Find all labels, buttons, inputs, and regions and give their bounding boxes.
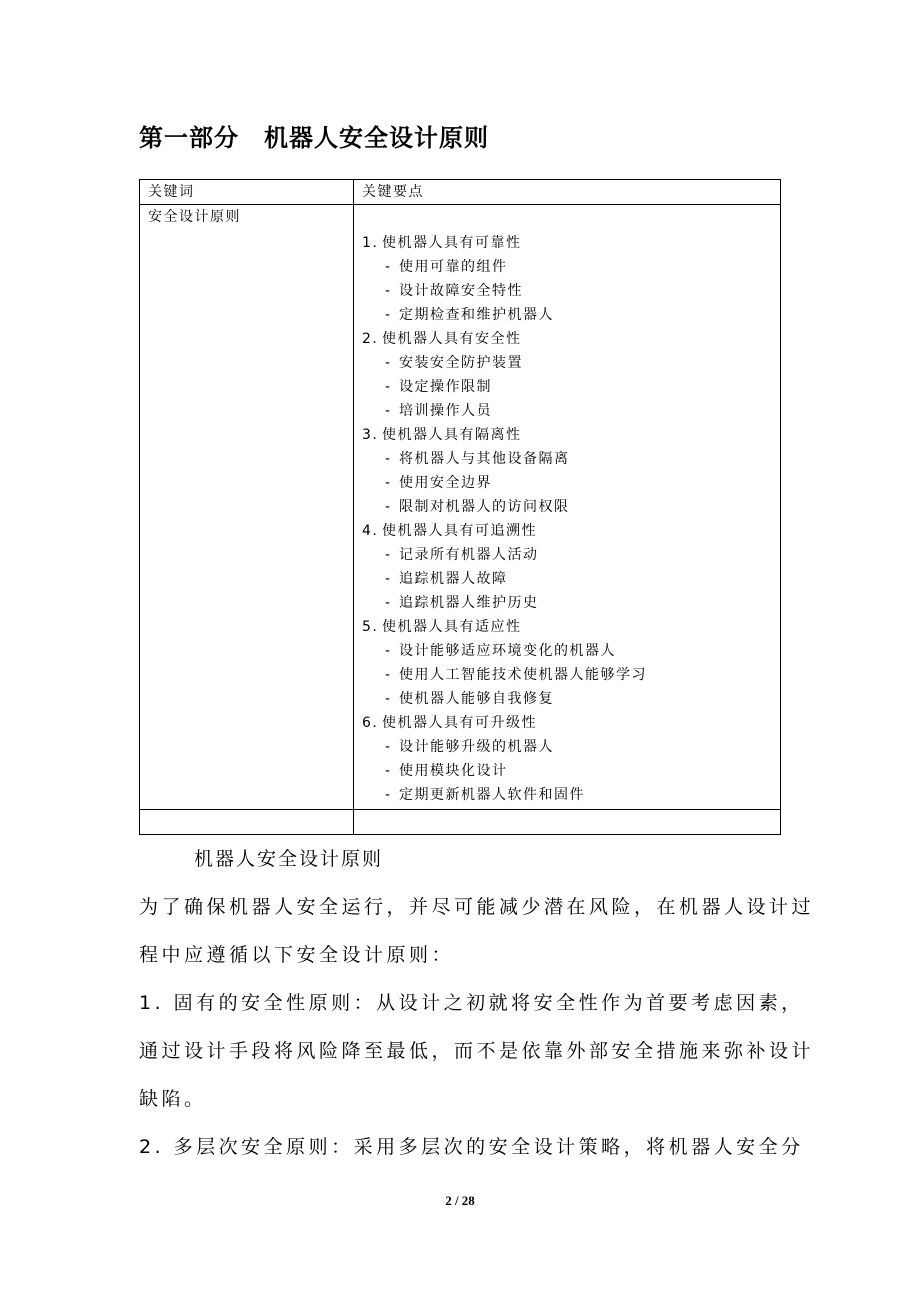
sub-item: [362, 375, 780, 399]
list-item-title: 使机器人具有可靠性: [382, 235, 522, 251]
sub-item: [362, 495, 780, 519]
sub-item-dash: -: [385, 787, 392, 803]
sub-item-dash: -: [385, 571, 392, 587]
list-item: [362, 519, 780, 543]
list-item: [362, 231, 780, 255]
list-item-title: 使机器人具有可追溯性: [382, 523, 537, 539]
sub-item-text: 使用模块化设计: [399, 763, 508, 779]
sub-item-text: 设定操作限制: [399, 379, 492, 395]
list-item: [362, 711, 780, 735]
list-item-title: 使机器人具有安全性: [382, 331, 522, 347]
list-item-number: 4.: [362, 523, 379, 539]
sub-item: [362, 759, 780, 783]
sub-item-dash: -: [385, 307, 392, 323]
sub-item-dash: -: [385, 355, 392, 371]
sub-item-text: 使机器人能够自我修复: [399, 691, 554, 707]
sub-item: [362, 639, 780, 663]
sub-item: [362, 543, 780, 567]
sub-item-text: 定期更新机器人软件和固件: [399, 787, 585, 803]
list-item-number: 3.: [362, 427, 379, 443]
list-item-number: 1.: [362, 235, 379, 251]
list-item-title: 使机器人具有可升级性: [382, 715, 537, 731]
sub-item: [362, 591, 780, 615]
table-row: [140, 205, 781, 810]
paragraph-line: 程中应遵循以下安全设计原则：: [139, 944, 455, 966]
sub-item-dash: -: [385, 763, 392, 779]
list-item: [362, 327, 780, 351]
sub-item: [362, 471, 780, 495]
sub-item-text: 使用可靠的组件: [399, 259, 508, 275]
list-item-title: 使机器人具有适应性: [382, 619, 522, 635]
sub-item-text: 将机器人与其他设备隔离: [399, 451, 570, 467]
sub-item: [362, 783, 780, 807]
sub-item-dash: -: [385, 595, 392, 611]
sub-item-dash: -: [385, 259, 392, 275]
subsection-title: 机器人安全设计原则: [194, 848, 384, 870]
paragraph-line: 1. 固有的安全性原则：从设计之初就将安全性作为首要考虑因素，: [139, 992, 804, 1014]
sub-item: [362, 687, 780, 711]
sub-item: [362, 399, 780, 423]
empty-cell: [354, 810, 781, 835]
sub-item-dash: -: [385, 451, 392, 467]
sub-item-dash: -: [385, 547, 392, 563]
sub-item-dash: -: [385, 643, 392, 659]
keyword-cell: 安全设计原则: [140, 205, 354, 810]
sub-item: [362, 279, 780, 303]
paragraph-line: 2. 多层次安全原则：采用多层次的安全设计策略，将机器人安全分: [139, 1136, 804, 1158]
sub-item-text: 定期检查和维护机器人: [399, 307, 554, 323]
sub-item-text: 使用安全边界: [399, 475, 492, 491]
list-item-number: 5.: [362, 619, 379, 635]
sub-item: [362, 735, 780, 759]
sub-item-dash: -: [385, 691, 392, 707]
sub-item: [362, 567, 780, 591]
key-points-table: [139, 179, 781, 835]
page-number: 2 / 28: [445, 1193, 475, 1208]
header-keyword: 关键词: [140, 180, 354, 205]
sub-item-text: 设计故障安全特性: [399, 283, 523, 299]
sub-item-dash: -: [385, 283, 392, 299]
list-item: [362, 615, 780, 639]
sub-item-text: 限制对机器人的访问权限: [399, 499, 570, 515]
header-key-points: 关键要点: [354, 180, 781, 205]
sub-item-text: 设计能够适应环境变化的机器人: [399, 643, 616, 659]
sub-item-text: 记录所有机器人活动: [399, 547, 539, 563]
sub-item-dash: -: [385, 379, 392, 395]
list-item-number: 2.: [362, 331, 379, 347]
sub-item-dash: -: [385, 403, 392, 419]
sub-item: [362, 447, 780, 471]
sub-item-dash: -: [385, 499, 392, 515]
sub-item: [362, 303, 780, 327]
list-item-number: 6.: [362, 715, 379, 731]
sub-item-text: 追踪机器人故障: [399, 571, 508, 587]
paragraph-line: 为了确保机器人安全运行，并尽可能减少潜在风险，在机器人设计过: [139, 896, 815, 918]
sub-item-text: 安装安全防护装置: [399, 355, 523, 371]
key-points-cell: [354, 205, 781, 810]
sub-item: [362, 663, 780, 687]
table-header-row: [140, 180, 781, 205]
empty-cell: [140, 810, 354, 835]
list-item-title: 使机器人具有隔离性: [382, 427, 522, 443]
section-heading: 第一部分 机器人安全设计原则: [139, 124, 489, 152]
paragraph-line: 通过设计手段将风险降至最低，而不是依靠外部安全措施来弥补设计: [139, 1040, 815, 1062]
sub-item-text: 使用人工智能技术使机器人能够学习: [399, 667, 647, 683]
sub-item-text: 设计能够升级的机器人: [399, 739, 554, 755]
paragraph-line: 缺陷。: [139, 1088, 207, 1110]
sub-item: [362, 255, 780, 279]
sub-item-dash: -: [385, 667, 392, 683]
sub-item-dash: -: [385, 475, 392, 491]
sub-item-text: 培训操作人员: [399, 403, 492, 419]
table-empty-row: [140, 810, 781, 835]
list-item: [362, 423, 780, 447]
sub-item-dash: -: [385, 739, 392, 755]
sub-item: [362, 351, 780, 375]
sub-item-text: 追踪机器人维护历史: [399, 595, 539, 611]
